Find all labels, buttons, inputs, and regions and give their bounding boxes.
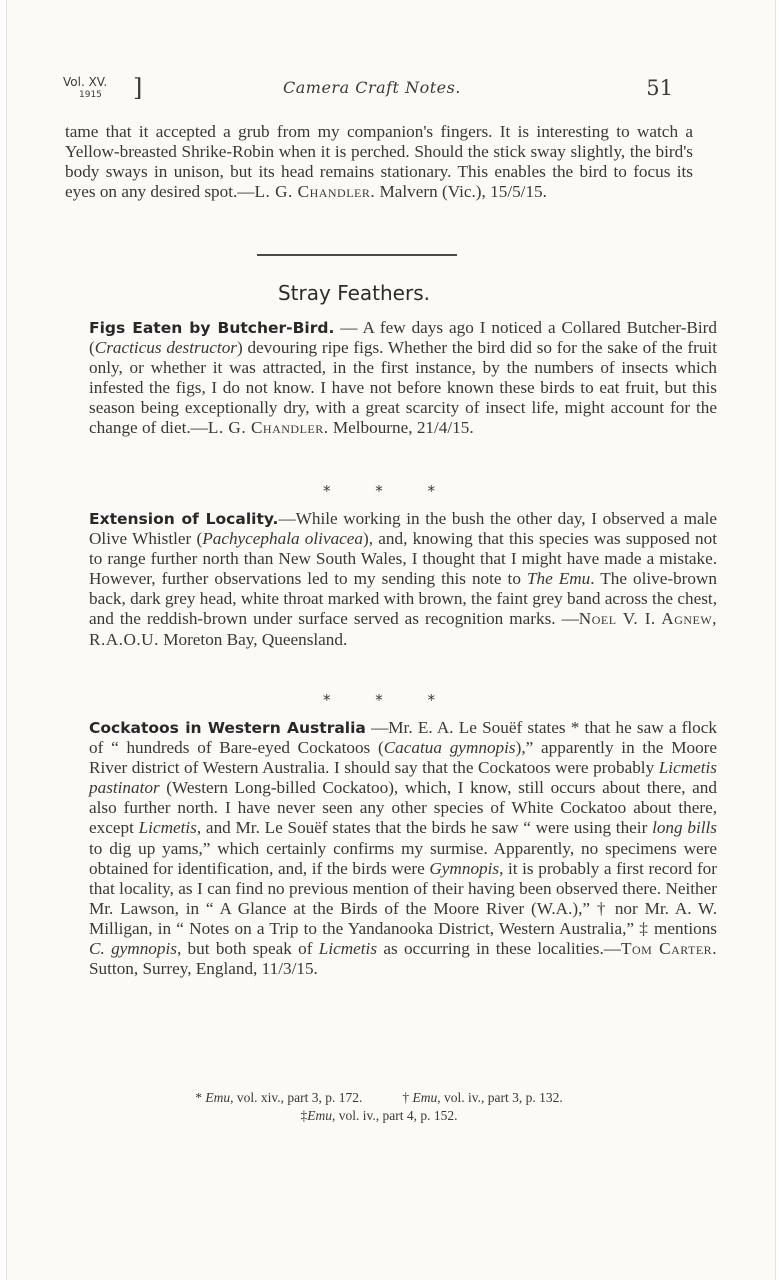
page-number: 51 — [646, 76, 673, 100]
emphasis-text: long bills — [652, 818, 717, 838]
intro-text: tame that it accepted a grub from my companion's fingers. It is interesting to watch a Yellow-breasted Shrike-Robin when it is perched. Should the stick sway slightly, the bird's body sways in unison, but its head remains stationary. This enables the bird to focus its eyes on any desired spot.— — [65, 122, 693, 202]
intro-signature: L. G. Chandler. — [254, 182, 376, 202]
footnote-ref: , vol. xiv., part 3, p. 172. — [230, 1090, 363, 1105]
volume-bracket: ] — [133, 74, 143, 102]
note-cockatoos-western-australia — [65, 718, 717, 979]
footnote-line-1 — [65, 1089, 693, 1107]
volume-label: Vol. XV. — [63, 75, 108, 89]
note-signature: Tom Carter. — [620, 939, 717, 959]
scientific-name: Pachycephala olivacea — [202, 529, 364, 549]
note-text: , it is probably a first record for that locality, as I can find no previous mention of their having been observed there. Neither Mr. Lawson, in “ A Glance at the Birds of the Moore River (W.A.),” † nor Mr. A. W. Milligan, in “ Notes on a Trip to the Yandanooka District, Western Australia,” ‡ mentions — [89, 858, 717, 938]
note-text: . The olive-brown back, dark grey head, white throat marked with brown, the faint grey band across the chest, and the reddish-brown under surface served as recognition marks. — — [89, 569, 717, 629]
footnote-journal: Emu — [412, 1090, 438, 1105]
note-signature: L. G. Chandler. — [207, 418, 329, 438]
book-page — [6, 0, 776, 1280]
note-text: ), and, knowing that this species was supposed not to range further north than New South Wales, I thought that I might have made a mistake. However, further observations led to my sending this note to — [89, 529, 717, 589]
scientific-name: Licmetis pastinator — [89, 758, 717, 798]
scientific-name: Cacatua gymnopis — [383, 738, 516, 758]
scientific-name: Licmetis — [138, 818, 197, 838]
scientific-name: C. gymnopis — [89, 939, 177, 959]
note-heading: Extension of Locality. — [89, 510, 279, 528]
footnote-mark: ‡ — [300, 1108, 308, 1123]
note-text: ) devouring ripe figs. Whether the bird did so for the sake of the fruit only, or whether it was attracted, in the first instance, by the numbers of insects which infested the figs, I do not know. I have not before known these birds to eat fruit, but this season being exceptionally dry, with a great scarcity of insect life, might account for the change of diet.— — [89, 338, 717, 438]
note-text: — A few days ago I noticed a Collared Butcher-Bird ( — [89, 318, 717, 358]
footnotes — [65, 1089, 693, 1125]
note-heading: Figs Eaten by Butcher-Bird. — [89, 319, 335, 337]
section-divider — [257, 254, 457, 256]
note-place-date: Moreton Bay, Queensland. — [158, 629, 348, 649]
volume-info — [63, 74, 143, 102]
note-extension-of-locality — [65, 509, 717, 650]
note-text: —While working in the bush the other day, I observed a male Olive Whistler ( — [89, 509, 717, 549]
note-text: , and Mr. Le Souëf states that the birds he saw “ were using their — [196, 818, 653, 838]
footnote-ref: , vol. iv., part 3, p. 132. — [437, 1090, 563, 1105]
note-text: ),” apparently in the Moore River district of Western Australia. I should say that the Cockatoos were probably — [89, 738, 718, 778]
section-title: Stray Feathers. — [277, 281, 430, 305]
scientific-name: Cracticus destructor — [94, 338, 237, 358]
footnote-journal: Emu — [205, 1090, 231, 1105]
running-title: Camera Craft Notes. — [283, 78, 461, 97]
intro-place-date: Malvern (Vic.), 15/5/15. — [375, 182, 547, 202]
note-figs-butcher-bird — [65, 318, 717, 439]
scientific-name: Gymnopis — [429, 858, 500, 878]
note-text: as occurring in these localities.— — [377, 939, 621, 959]
footnote-ref: , vol. iv., part 4, p. 152. — [332, 1108, 458, 1123]
note-place-date: Melbourne, 21/4/15. — [328, 418, 474, 438]
section-stars: * * * — [322, 482, 436, 500]
note-place-date: Sutton, Surrey, England, 11/3/15. — [89, 959, 318, 979]
note-text: to dig up yams,” which certainly confirms my surmise. Apparently, no specimens were obtained for identification, and, if the birds were — [89, 838, 717, 878]
journal-title: The Emu — [526, 569, 591, 589]
note-text: (Western Long-billed Cockatoo), which, I know, still occurs about there, and also further north. I have never seen any other species of White Cockatoo about there, except — [89, 778, 717, 838]
footnote-journal: Emu — [307, 1108, 332, 1123]
footnote-mark: * — [195, 1090, 206, 1105]
note-text: , but both speak of — [176, 939, 319, 959]
note-heading: Cockatoos in Western Australia — [89, 719, 366, 737]
footnote-line-2 — [65, 1107, 693, 1125]
scientific-name: Licmetis — [318, 939, 378, 959]
footnote-mark: † — [402, 1090, 413, 1105]
intro-paragraph — [65, 122, 693, 202]
note-text: —Mr. E. A. Le Souëf states * that he saw a flock of “ hundreds of Bare-eyed Cockatoos ( — [89, 718, 717, 758]
section-stars: * * * — [322, 691, 436, 709]
note-signature: Noel V. I. Agnew, R.A.O.U. — [89, 609, 717, 649]
page-header — [63, 76, 673, 106]
volume-year: 1915 — [79, 90, 102, 100]
